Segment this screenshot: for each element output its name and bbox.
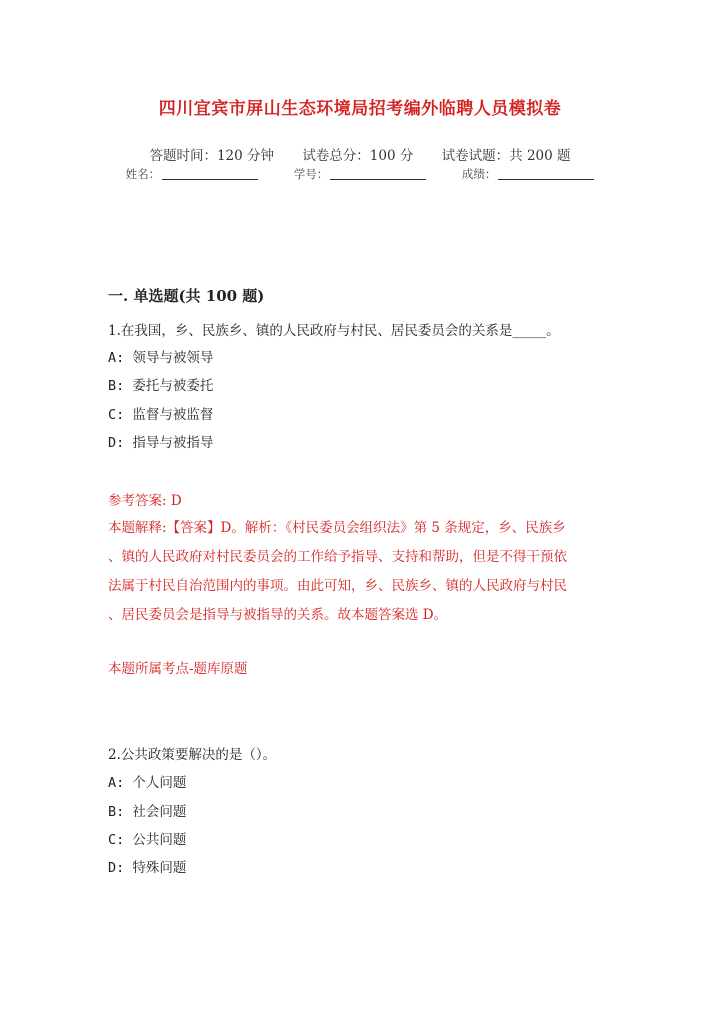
option-letter: B: — [108, 804, 125, 820]
question-1-source: 本题所属考点-题库原题 — [108, 661, 248, 677]
question-2-stem: 2.公共政策要解决的是（）。 — [108, 747, 277, 763]
exam-meta — [0, 144, 720, 164]
section-heading: 一. 单选题(共 100 题) — [108, 287, 265, 305]
option-letter: B: — [108, 378, 125, 394]
option-text: 领导与被领导 — [132, 350, 214, 366]
option-letter: A: — [108, 350, 125, 366]
id-field — [294, 166, 427, 182]
option-text: 指导与被指导 — [132, 435, 214, 451]
option-text: 监督与被监督 — [132, 407, 214, 423]
option-text: 社会问题 — [132, 804, 187, 820]
question-2-option-c — [108, 828, 186, 848]
option-letter: D: — [108, 860, 125, 876]
name-field — [126, 166, 259, 182]
option-letter: C: — [108, 832, 125, 848]
option-text: 公共问题 — [132, 832, 187, 848]
option-letter: D: — [108, 435, 125, 451]
score-blank-line — [498, 179, 594, 180]
option-letter: C: — [108, 407, 125, 423]
question-1-option-b — [108, 374, 213, 394]
exam-total-questions: 试卷试题：共 200 题 — [441, 148, 571, 164]
student-info — [0, 166, 720, 182]
id-blank-line — [330, 179, 426, 180]
question-1-stem: 1.在我国，乡、民族乡、镇的人民政府与村民、居民委员会的关系是_____。 — [108, 323, 560, 339]
option-letter: A: — [108, 775, 125, 791]
question-2-option-a — [108, 771, 186, 791]
explanation-line: 法属于村民自治范围内的事项。由此可知，乡、民族乡、镇的人民政府与村民 — [108, 578, 567, 594]
question-2-option-b — [108, 800, 186, 820]
explanation-line: 、镇的人民政府对村民委员会的工作给予指导、支持和帮助，但是不得干预依 — [108, 549, 567, 565]
name-label: 姓名： — [125, 167, 161, 181]
question-2-option-d — [108, 856, 186, 876]
question-1-option-c — [108, 403, 213, 423]
page-title: 四川宜宾市屏山生态环境局招考编外临聘人员模拟卷 — [158, 99, 562, 119]
score-field — [462, 166, 595, 182]
name-blank-line — [162, 179, 258, 180]
question-1-explanation — [108, 514, 618, 630]
explanation-line: 本题解释:【答案】D。解析：《村民委员会组织法》第 5 条规定，乡、民族乡 — [108, 520, 566, 536]
question-1-answer: 参考答案: D — [108, 493, 182, 509]
question-1-option-d — [108, 431, 213, 451]
explanation-line: 、居民委员会是指导与被指导的关系。故本题答案选 D。 — [108, 607, 448, 623]
option-text: 委托与被委托 — [132, 378, 214, 394]
id-label: 学号： — [293, 167, 329, 181]
exam-time: 答题时间：120 分钟 — [149, 148, 275, 164]
score-label: 成绩： — [461, 167, 497, 181]
question-1-option-a — [108, 346, 213, 366]
option-text: 个人问题 — [132, 775, 187, 791]
exam-total-score: 试卷总分：100 分 — [302, 148, 414, 164]
option-text: 特殊问题 — [132, 860, 187, 876]
